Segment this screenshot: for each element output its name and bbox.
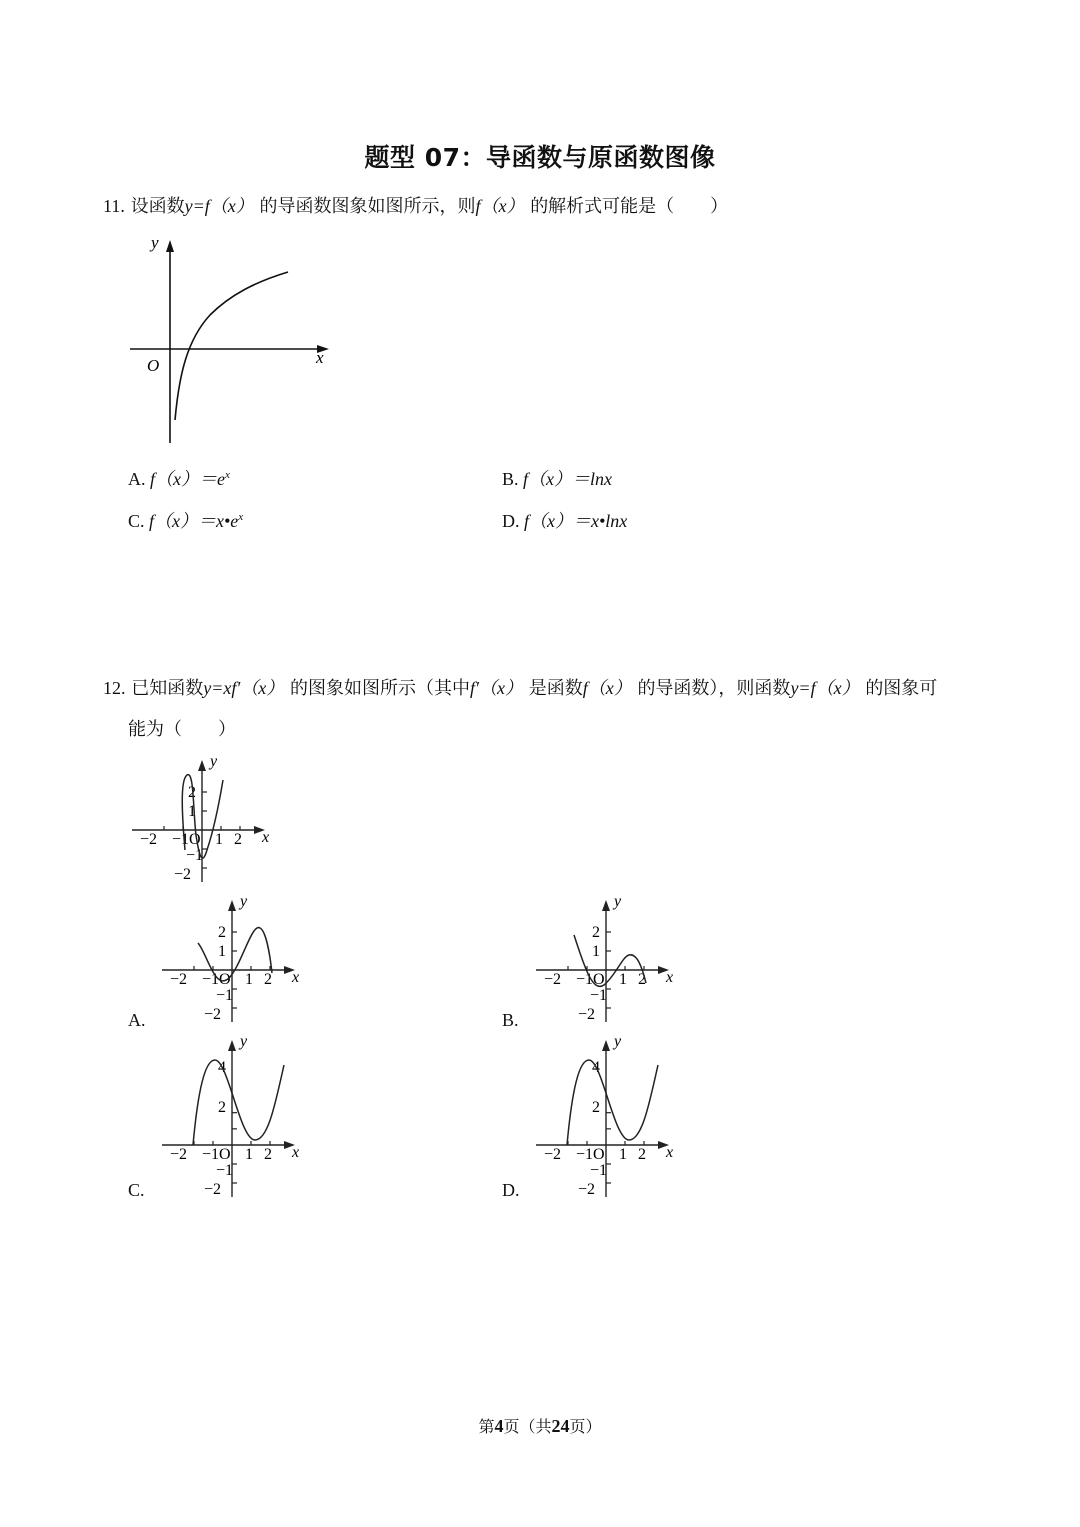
option-label: B.	[502, 469, 519, 489]
y-axis-arrow	[198, 760, 206, 771]
stem-formula: f（x）	[582, 678, 632, 698]
y-axis-label: y	[240, 1033, 248, 1050]
stem-formula: y=f（x）	[790, 678, 860, 698]
tick-label-neg1: −1	[202, 1146, 220, 1163]
tick-label-y4: 4	[592, 1059, 600, 1076]
y-axis-arrow	[228, 1040, 236, 1051]
tick-label-1: 1	[215, 831, 223, 848]
origin-label: O	[147, 356, 160, 375]
graph-b-label[interactable]: B.	[502, 1010, 519, 1030]
question-12-stem-line1	[103, 675, 937, 702]
derivative-curve	[175, 272, 288, 420]
footer-text: 第	[478, 1417, 495, 1436]
option-lhs: f（x）＝	[524, 511, 591, 531]
tick-label-y2: 2	[218, 1099, 226, 1116]
tick-label-neg2: −2	[544, 971, 562, 988]
tick-label-y1: 1	[218, 943, 226, 960]
tick-label-y-neg2: −2	[204, 1181, 222, 1198]
option-c[interactable]	[128, 507, 243, 533]
option-d[interactable]	[502, 507, 627, 533]
tick-label-neg1: −1	[576, 1146, 594, 1163]
option-rhs: x•e	[216, 511, 239, 531]
page-number: 4	[494, 1416, 504, 1436]
page-title: 题型 07：导函数与原函数图像	[364, 143, 716, 172]
x-axis-label: x	[292, 969, 300, 986]
stem-text: 的图象如图所示（其中	[290, 678, 471, 699]
tick-label-y4: 4	[218, 1059, 226, 1076]
option-a[interactable]	[128, 465, 230, 491]
y-axis-arrow	[228, 900, 236, 911]
y-axis-arrow	[602, 900, 610, 911]
page-footer	[0, 1414, 1080, 1437]
tick-label-origin: O	[593, 971, 605, 988]
tick-label-y-neg1: −1	[216, 987, 234, 1004]
tick-label-2: 2	[638, 1146, 646, 1163]
tick-label-2: 2	[234, 831, 242, 848]
option-sup: x	[225, 469, 230, 481]
tick-label-origin: O	[219, 1146, 231, 1163]
option-rhs: x•lnx	[591, 511, 628, 531]
footer-text: 页）	[569, 1417, 602, 1436]
tick-label-neg2: −2	[170, 971, 188, 988]
y-axis-arrow	[166, 240, 174, 252]
tick-label-1: 1	[245, 1146, 253, 1163]
tick-label-y-neg1: −1	[590, 987, 608, 1004]
x-axis-label: x	[316, 348, 324, 367]
tick-label-y2: 2	[218, 924, 226, 941]
option-label: D.	[502, 511, 520, 531]
tick-label-y2: 2	[188, 784, 196, 801]
tick-label-neg2: −2	[170, 1146, 188, 1163]
y-axis-label: y	[240, 893, 248, 910]
tick-label-y-neg1: −1	[590, 1162, 608, 1179]
graph-c	[160, 1033, 310, 1198]
graph-a	[160, 895, 310, 1030]
x-axis-label: x	[262, 829, 270, 846]
stem-text: 设函数	[130, 196, 185, 217]
curve-d	[567, 1060, 658, 1145]
y-axis-label: y	[151, 233, 159, 252]
option-label: A.	[128, 469, 146, 489]
tick-label-1: 1	[245, 971, 253, 988]
graph-a-label[interactable]: A.	[128, 1010, 146, 1030]
q12-given-graph	[130, 755, 280, 890]
graph-d-label[interactable]: D.	[502, 1180, 520, 1200]
stem-formula: y=xf′（x）	[203, 678, 285, 698]
tick-label-y-neg1: −1	[186, 847, 204, 864]
y-axis-label: y	[614, 1033, 622, 1050]
stem-formula: f′（x）	[470, 678, 523, 698]
tick-label-y1: 1	[592, 943, 600, 960]
q11-derivative-graph	[125, 230, 340, 450]
option-label: C.	[128, 511, 145, 531]
stem-text: 的图象可	[865, 678, 938, 699]
tick-label-1: 1	[619, 971, 627, 988]
stem-text: 的解析式可能是（ ）	[530, 196, 729, 217]
tick-label-y-neg2: −2	[204, 1006, 222, 1023]
graph-b	[534, 895, 684, 1030]
tick-label-neg1: −1	[576, 971, 594, 988]
option-rhs: lnx	[590, 469, 613, 489]
tick-label-origin: O	[219, 971, 231, 988]
x-axis-label: x	[666, 1144, 674, 1161]
stem-text: 的导函数图象如图所示，则	[259, 196, 476, 217]
y-axis-arrow	[602, 1040, 610, 1051]
graph-d	[534, 1033, 684, 1198]
y-axis-label: y	[614, 893, 622, 910]
stem-text: 的导函数），则函数	[637, 678, 791, 699]
tick-label-neg1: −1	[202, 971, 220, 988]
option-rhs: e	[217, 469, 225, 489]
y-axis-label: y	[210, 753, 218, 770]
x-axis-label: x	[292, 1144, 300, 1161]
x-axis-label: x	[666, 969, 674, 986]
stem-formula: f（x）	[475, 196, 525, 216]
tick-label-y-neg2: −2	[578, 1181, 596, 1198]
tick-label-origin: O	[593, 1146, 605, 1163]
option-lhs: f（x）＝	[150, 469, 217, 489]
stem-text: 是函数	[528, 678, 583, 699]
option-b[interactable]	[502, 465, 612, 491]
tick-label-1: 1	[619, 1146, 627, 1163]
tick-label-2: 2	[264, 1146, 272, 1163]
tick-label-y-neg1: −1	[216, 1162, 234, 1179]
tick-label-neg1: −1	[172, 831, 190, 848]
question-number: 12.	[103, 678, 126, 698]
tick-label-y-neg2: −2	[174, 866, 192, 883]
tick-label-2: 2	[638, 971, 646, 988]
option-lhs: f（x）＝	[149, 511, 217, 531]
question-11-stem	[103, 193, 728, 220]
tick-label-y2: 2	[592, 924, 600, 941]
tick-label-origin: O	[189, 831, 201, 848]
tick-label-y1: 1	[188, 803, 196, 820]
tick-label-2: 2	[264, 971, 272, 988]
curve-c	[193, 1060, 284, 1145]
option-lhs: f（x）＝	[523, 469, 591, 489]
question-number: 11.	[103, 196, 125, 216]
tick-label-neg2: −2	[544, 1146, 562, 1163]
stem-text: 已知函数	[131, 678, 204, 699]
stem-formula: y=f（x）	[184, 196, 254, 216]
tick-label-y2: 2	[592, 1099, 600, 1116]
graph-c-label[interactable]: C.	[128, 1180, 145, 1200]
total-pages: 24	[551, 1416, 570, 1436]
footer-text: 页（共	[503, 1417, 552, 1436]
question-12-stem-line2: 能为（ ）	[128, 719, 236, 740]
option-sup: x	[238, 511, 244, 523]
tick-label-y-neg2: −2	[578, 1006, 596, 1023]
tick-label-neg2: −2	[140, 831, 158, 848]
